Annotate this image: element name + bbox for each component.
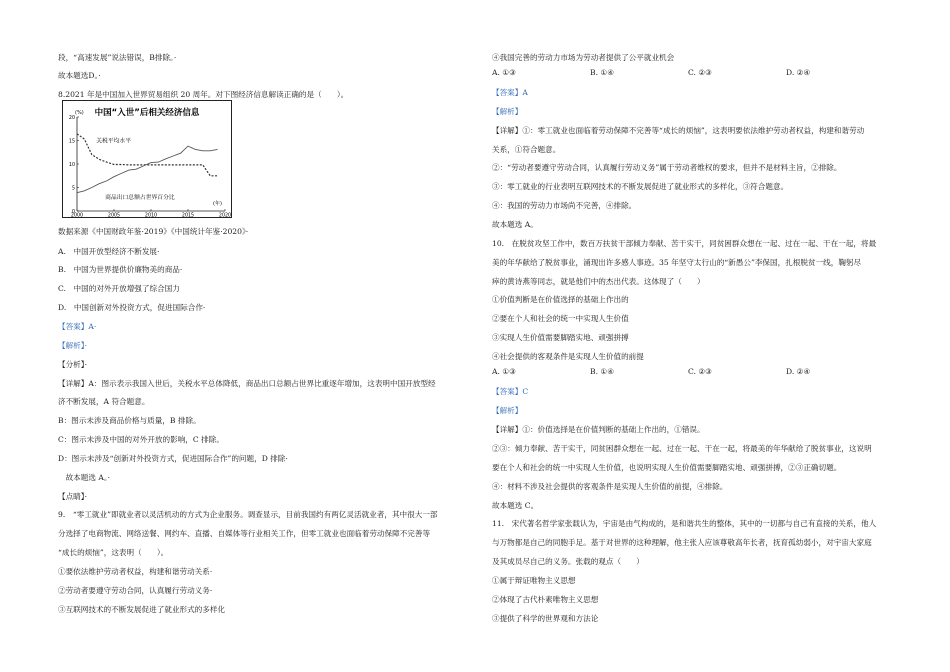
x-tick-label: 2005	[107, 213, 121, 217]
question-10-line: 美的年华献给了脱贫事业，涌现出许多感人事迹。35 年坚守太行山的“新愚公”李保国，扎根脱贫一线，鞠躬尽	[492, 258, 862, 267]
question-9-statement: ③互联网技术的不断发展促进了就业形式的多样化	[58, 605, 226, 614]
choice-b: B. ①④	[590, 367, 615, 376]
question-10-statement: ②要在个人和社会的统一中实现人生价值	[492, 314, 629, 323]
chart-y-axis-label: (%)	[75, 110, 84, 116]
series-label: 商品出口总额占世界百分比	[105, 194, 175, 201]
question-9-statement: ②劳动者要遵守劳动合同，认真履行劳动义务·	[58, 586, 213, 595]
text-line: 故本题选D。·	[58, 71, 101, 80]
fenxi-label: 【分析】·	[58, 360, 87, 369]
y-tick-label: 20	[68, 115, 75, 121]
detail-line: 济不断发展，A 符合题意。	[58, 397, 150, 406]
question-10-statement: ①价值判断是在价值选择的基础上作出的	[492, 295, 629, 304]
export-share-series-line	[77, 146, 218, 193]
analysis-label: 【解析】	[492, 107, 523, 116]
detail-line: ②：“劳动者要遵守劳动合同，认真履行劳动义务”属于劳动者维权的要求，但并不是材料主旨，②排除。	[492, 163, 842, 172]
answer-label: 【答案】C	[492, 387, 529, 396]
detail-line: ③：零工就业的行业表明互联网技术的不断发展促进了就业形式的多样化，③符合题意。	[492, 182, 789, 191]
y-tick-label: 5	[71, 186, 75, 192]
detail-line: 故本题选 C。	[492, 501, 539, 510]
x-tick-label: 2020	[218, 213, 231, 217]
detail-line: 故本题选 A。·	[58, 473, 111, 482]
line-chart	[63, 101, 231, 217]
detail-line: 要在个人和社会的统一中实现人生价值，也说明实现人生价值需要脚踏实地、顽强拼搏，②③正确切题。	[492, 463, 842, 472]
question-11-line: 与万物都是自己的同胞手足。基于对世界的这种理解，他主张人应该尊敬高年长者，抚育孤幼弱小，对宇宙大家庭	[492, 538, 872, 547]
choice-c: C. ②③	[688, 367, 712, 376]
choice-d: D. ②④	[786, 68, 811, 77]
question-9-statement: ④我国完善的劳动力市场为劳动者提供了公平就业机会	[492, 53, 675, 62]
option-b: B. 中国为世界提供价廉物美的商品·	[58, 265, 183, 274]
series-label: 关税平均水平	[96, 138, 132, 145]
question-11-statement: ①属于辩证唯物主义思想	[492, 576, 576, 585]
x-tick-label: 2015	[181, 213, 195, 217]
detail-line: D：图示未涉及“创新对外投资方式，促进国际合作”的问题，D 排除·	[58, 454, 288, 463]
question-10-statement: ④社会提供的客观条件是实现人生价值的前提	[492, 352, 644, 361]
y-tick-label: 0	[71, 209, 75, 215]
detail-line: 关系，①符合题意。	[492, 145, 561, 154]
x-tick-label: 2010	[144, 213, 158, 217]
question-10-line: 瘁的黄诗燕等同志，就是他们中的杰出代表。这体现了（ ）	[492, 277, 705, 286]
choice-b: B. ①④	[590, 68, 615, 77]
chart-figure	[62, 100, 232, 218]
question-9-line: 9. “零工就业”即就业者以灵活机动的方式为企业服务。调查显示，目前我国约有两亿灵活就业者，其中很大一部	[58, 510, 438, 519]
answer-label: 【答案】A	[492, 88, 528, 97]
option-c: C. 中国的对外开放增强了综合国力	[58, 284, 180, 293]
option-a: A. 中国开放型经济不断发展·	[58, 247, 160, 256]
detail-line: ④：材料不涉及社会提供的客观条件是实现人生价值的前提，④排除。	[492, 482, 728, 491]
detail-line: C：图示未涉及中国的对外开放的影响，C 排除。	[58, 435, 224, 444]
data-source: 数据来源《中国财政年鉴·2019》《中国统计年鉴·2020》·	[58, 227, 249, 236]
choice-d: D. ②④	[786, 367, 811, 376]
analysis-label: 【解析】	[492, 406, 523, 415]
question-9-line: “成长的烦恼”，这表明（ ）。	[58, 548, 169, 557]
chart-x-axis-label: (年)	[213, 201, 222, 207]
question-9-options	[492, 68, 884, 77]
detail-line: B：图示未涉及商品价格与质量，B 排除。	[58, 416, 201, 425]
chart-title: 中国“入世”后相关经济信息	[94, 108, 200, 118]
question-11-line: 及其成员尽自己的义务。张载的观点（ ）	[492, 557, 644, 566]
choice-c: C. ②③	[688, 68, 712, 77]
detail-line: ②③：倾力奉献、苦干实干，同贫困群众想在一起、过在一起、干在一起，将最美的年华献给了脱贫事业，这说明	[492, 444, 872, 453]
option-d: D. 中国创新对外投资方式，促进国际合作·	[58, 303, 206, 312]
question-9-statement: ①要依法维护劳动者权益，构建和谐劳动关系·	[58, 567, 213, 576]
answer-label: 【答案】A·	[58, 322, 97, 331]
detail-line: 【详解】①：零工就业也面临着劳动保障不完善等“成长的烦恼”，这表明要依法维护劳动者权益，构建和谐劳动	[492, 126, 865, 135]
x-tick-label: 2000	[70, 213, 84, 217]
detail-line: 【详解】A：图示表示我国入世后，关税水平总体降低，商品出口总额占世界比重逐年增加，这表明中国开放型经	[58, 379, 436, 388]
question-8-stem: 8.2021 年是中国加入世界贸易组织 20 周年。对下图经济信息解读正确的是（ ）。	[58, 90, 349, 99]
question-9-line: 分选择了电商物流、网络送餐、网约车、直播、自媒体等行业相关工作，但零工就业也面临着劳动保障不完善等	[58, 529, 431, 538]
dianjing-label: 【点睛】·	[58, 492, 87, 501]
question-11-statement: ③提供了科学的世界观和方法论	[492, 614, 599, 623]
y-tick-label: 15	[68, 139, 75, 145]
analysis-label: 【解析】·	[58, 341, 87, 350]
y-tick-label: 10	[68, 162, 75, 168]
question-11-statement: ②体现了古代朴素唯物主义思想	[492, 595, 599, 604]
detail-line: 故本题选 A。	[492, 220, 538, 229]
question-10-statement: ③实现人生价值需要脚踏实地、顽强拼搏	[492, 333, 629, 342]
text-line: 段，“高速发展”说法错误，B排除。·	[58, 53, 177, 62]
choice-a: A. ①③	[492, 367, 516, 376]
question-11-line: 11. 宋代著名哲学家张载认为，宇宙是由气构成的，是和谐共生的整体，其中的一切都与自己有直接的关系，他人	[492, 519, 877, 528]
question-10-line: 10. 在脱贫攻坚工作中，数百万扶贫干部倾力奉献、苦干实干，同贫困群众想在一起、过在一起、干在一起，将最	[492, 239, 877, 248]
detail-line: 【详解】①：价值选择是在价值判断的基础上作出的，①错误。	[492, 425, 705, 434]
question-10-options	[492, 367, 884, 376]
choice-a: A. ①③	[492, 68, 516, 77]
detail-line: ④：我国的劳动力市场尚不完善，④排除。	[492, 201, 637, 210]
